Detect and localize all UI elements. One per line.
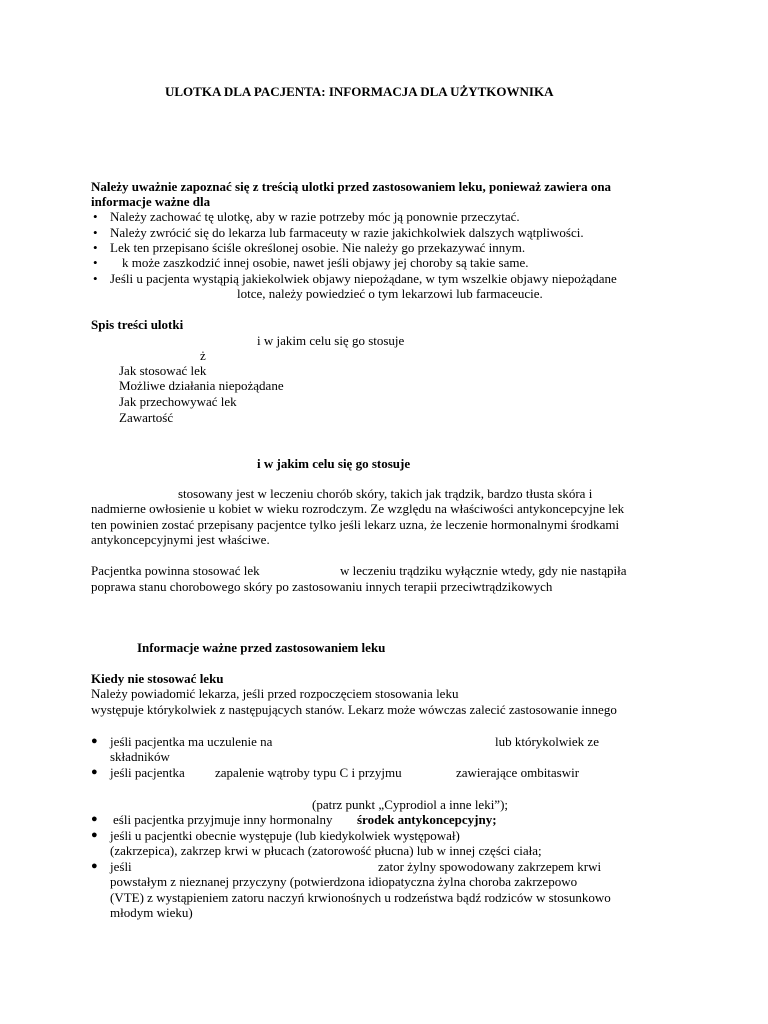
intro-bullet-4: k może zaszkodzić innej osobie, nawet jeśli objawy jej choroby są takie same. (122, 255, 529, 270)
section2-b5-a: jeśli (110, 859, 132, 874)
bullet-icon: • (93, 271, 98, 286)
section2-intro-2: występuje którykolwiek z następujących stanów. Lekarz może wówczas zalecić zastosowanie innego (91, 702, 617, 717)
section2-b3-a: eśli pacjentka przyjmuje inny hormonalny (113, 812, 333, 827)
bullet-icon: ● (91, 813, 98, 825)
section2-b5-cont-3: młodym wieku) (110, 905, 193, 920)
section2-b5-b: zator żylny spowodowany zakrzepem krwi (378, 859, 602, 874)
intro-bullet-5-cont: lotce, należy powiedzieć o tym lekarzowi lub farmaceucie. (237, 286, 543, 301)
intro-line-2: informacje ważne dla (91, 194, 211, 209)
section2-intro-1: Należy powiadomić lekarza, jeśli przed rozpoczęciem stosowania leku (91, 686, 459, 701)
section2-b1-cont: składników (110, 749, 170, 764)
toc-item-3: Jak stosować lek (119, 363, 207, 378)
bullet-icon: • (93, 225, 98, 240)
section2-b4-cont: (zakrzepica), zakrzep krwi w płucach (zatorowość płucna) lub w innej części ciała; (110, 843, 542, 858)
section1-para2-b: w leczeniu trądziku wyłącznie wtedy, gdy nie nastąpiła (340, 563, 627, 578)
toc-item-2: ż (200, 348, 206, 363)
bullet-icon: ● (91, 766, 98, 778)
intro-bullet-2: Należy zwrócić się do lekarza lub farmaceuty w razie jakichkolwiek dalszych wątpliwości. (110, 225, 584, 240)
section2-heading: Informacje ważne przed zastosowaniem leku (137, 640, 386, 655)
intro-bullet-1: Należy zachować tę ulotkę, aby w razie potrzeby móc ją ponownie przeczytać. (110, 209, 520, 224)
intro-bullet-5: Jeśli u pacjenta wystąpią jakiekolwiek objawy niepożądane, w tym wszelkie objawy niepożądane (110, 271, 617, 286)
toc-item-1: i w jakim celu się go stosuje (257, 333, 405, 348)
section2-subheading: Kiedy nie stosować leku (91, 671, 224, 686)
section1-para1-line1: stosowany jest w leczeniu chorób skóry, takich jak trądzik, bardzo tłusta skóra i (178, 486, 593, 501)
section1-para1-line4: antykoncepcyjnymi jest właściwe. (91, 532, 270, 547)
intro-bullet-3: Lek ten przepisano ściśle określonej osobie. Nie należy go przekazywać innym. (110, 240, 526, 255)
section2-b2-b: zapalenie wątroby typu C i przyjmu (215, 765, 402, 780)
section2-b1-b: lub którykolwiek ze (495, 734, 599, 749)
bullet-icon: • (93, 209, 98, 224)
section1-para1-line3: ten powinien zostać przepisany pacjentce tylko jeśli lekarz uzna, że leczenie hormonalnymi środkami (91, 517, 620, 532)
section2-b5-cont-1: powstałym z nieznanej przyczyny (potwierdzona idiopatyczna żylna choroba zakrzepowo (110, 874, 578, 889)
bullet-icon: • (93, 255, 98, 270)
section1-heading: i w jakim celu się go stosuje (257, 456, 411, 471)
section2-b1-a: jeśli pacjentka ma uczulenie na (110, 734, 273, 749)
section2-b2-c: zawierające ombitaswir (456, 765, 580, 780)
section2-b3-b: środek antykoncepcyjny; (357, 812, 497, 827)
section2-b2-cont: (patrz punkt „Cyprodiol a inne leki”); (312, 797, 509, 812)
toc-item-4: Możliwe działania niepożądane (119, 378, 284, 393)
bullet-icon: ● (91, 829, 98, 841)
section1-para1-line2: nadmierne owłosienie u kobiet w wieku rozrodczym. Ze względu na właściwości antykoncepcyjne lek (91, 501, 625, 516)
bullet-icon: ● (91, 860, 98, 872)
section2-b5-cont-2: (VTE) z wystąpieniem zatoru naczyń krwionośnych u rodzeństwa bądź rodziców w stosunkowo (110, 890, 611, 905)
page-title: ULOTKA DLA PACJENTA: INFORMACJA DLA UŻYTKOWNIKA (165, 84, 554, 99)
toc-heading: Spis treści ulotki (91, 317, 184, 332)
bullet-icon: ● (91, 735, 98, 747)
section2-b4-a: jeśli u pacjentki obecnie występuje (lub kiedykolwiek występował) (110, 828, 460, 843)
intro-line-1: Należy uważnie zapoznać się z treścią ulotki przed zastosowaniem leku, ponieważ zawiera ona (91, 179, 612, 194)
toc-item-6: Zawartość (119, 410, 174, 425)
section1-para2-line2: poprawa stanu chorobowego skóry po zastosowaniu innych terapii przeciwtrądzikowych (91, 579, 553, 594)
section2-b2-a: jeśli pacjentka (110, 765, 185, 780)
bullet-icon: • (93, 240, 98, 255)
section1-para2-a: Pacjentka powinna stosować lek (91, 563, 260, 578)
toc-item-5: Jak przechowywać lek (119, 394, 237, 409)
